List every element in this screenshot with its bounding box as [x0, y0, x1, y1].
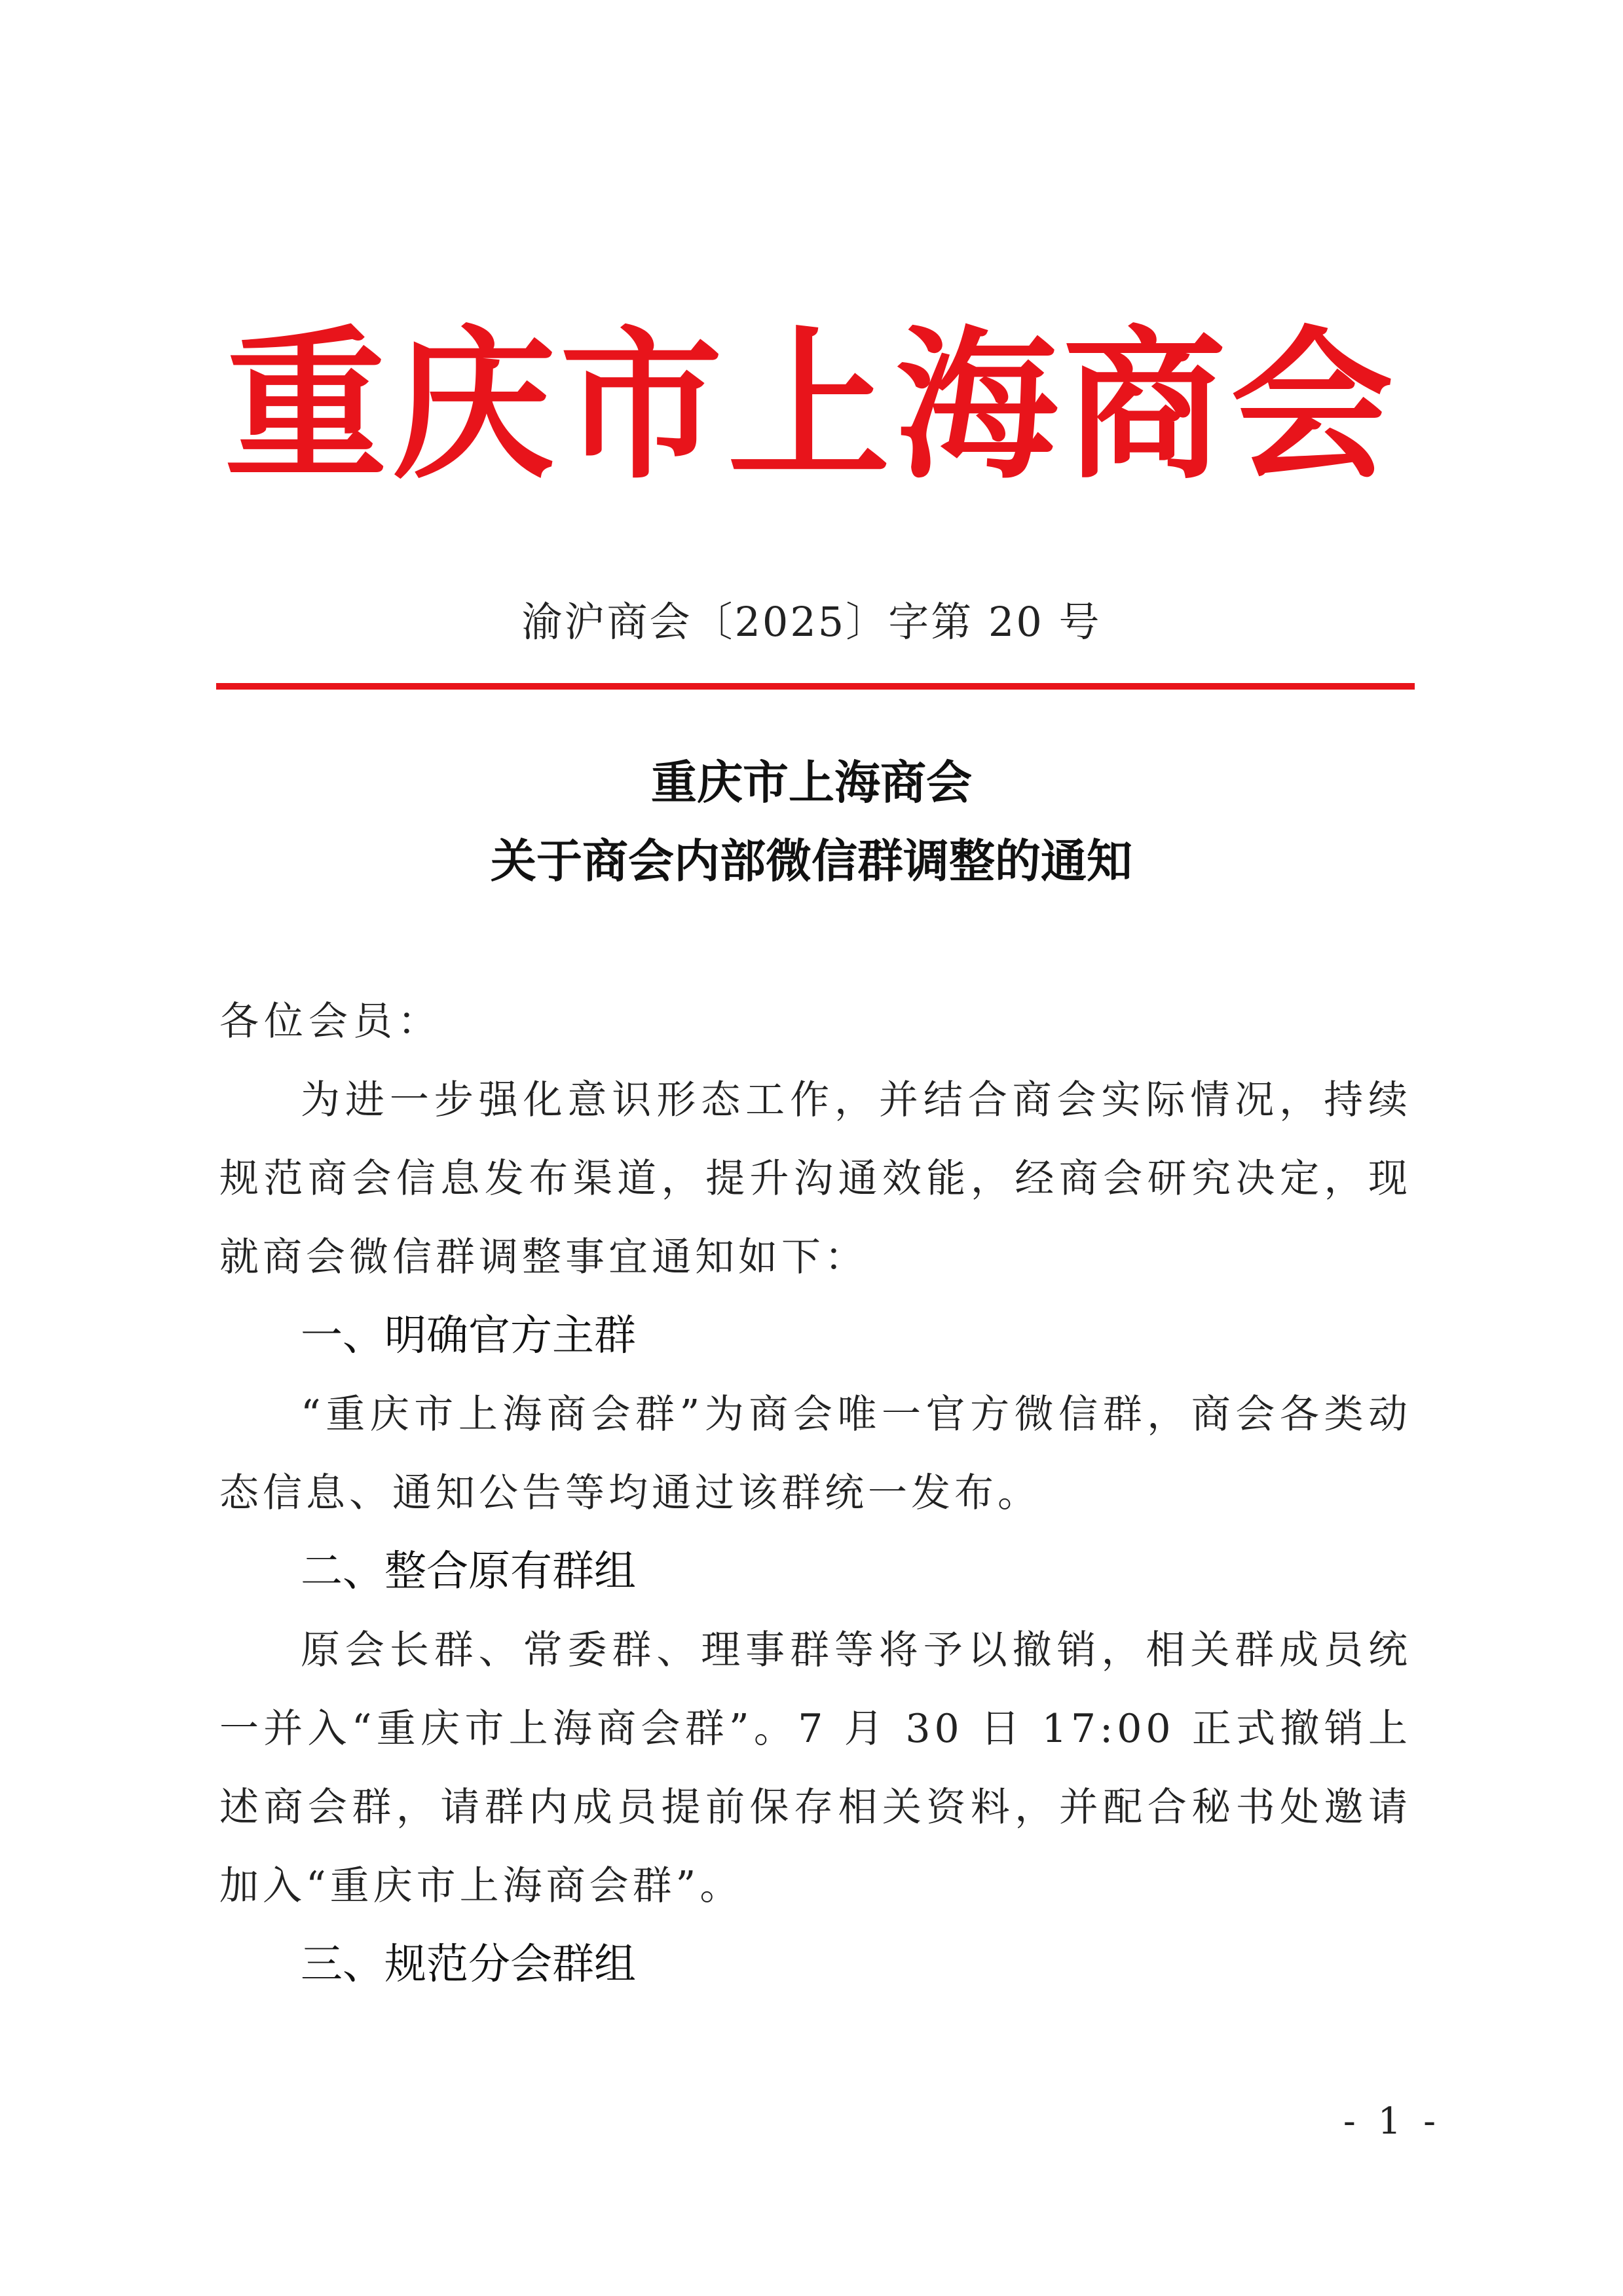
salutation: 各位会员： — [219, 999, 442, 1045]
intro-paragraph: 为进一步强化意识形态工作，并结合商会实际情况，持续规范商会信息发布渠道，提升沟通效能，经商会研究决定，现就商会微信群调整事宜通知如下： — [219, 1077, 1411, 1280]
red-divider-line — [216, 683, 1415, 690]
document-number: 渝沪商会〔2025〕字第 20 号 — [521, 598, 1102, 646]
section-heading-3: 三、规范分会群组 — [301, 1940, 636, 1989]
section-paragraph-2: 原会长群、常委群、理事群等将予以撤销，相关群成员统一并入“重庆市上海商会群”。7 月 30 日 17:00 正式撤销上述商会群，请群内成员提前保存相关资料，并配合秘书处邀请加入“重庆市上海商会群”。 — [219, 1627, 1411, 1909]
section-heading-1: 一、明确官方主群 — [301, 1312, 636, 1360]
masthead-org-name: 重庆市上海商会 — [225, 310, 1398, 501]
section-paragraph-1: “重庆市上海商会群”为商会唯一官方微信群，商会各类动态信息、通知公告等均通过该群统一发布。 — [219, 1392, 1411, 1516]
title-line-2: 关于商会内部微信群调整的通知 — [491, 834, 1132, 888]
page-number: - 1 - — [1343, 2100, 1441, 2143]
section-heading-2: 二、整合原有群组 — [301, 1547, 636, 1596]
title-line-1: 重庆市上海商会 — [651, 756, 972, 809]
